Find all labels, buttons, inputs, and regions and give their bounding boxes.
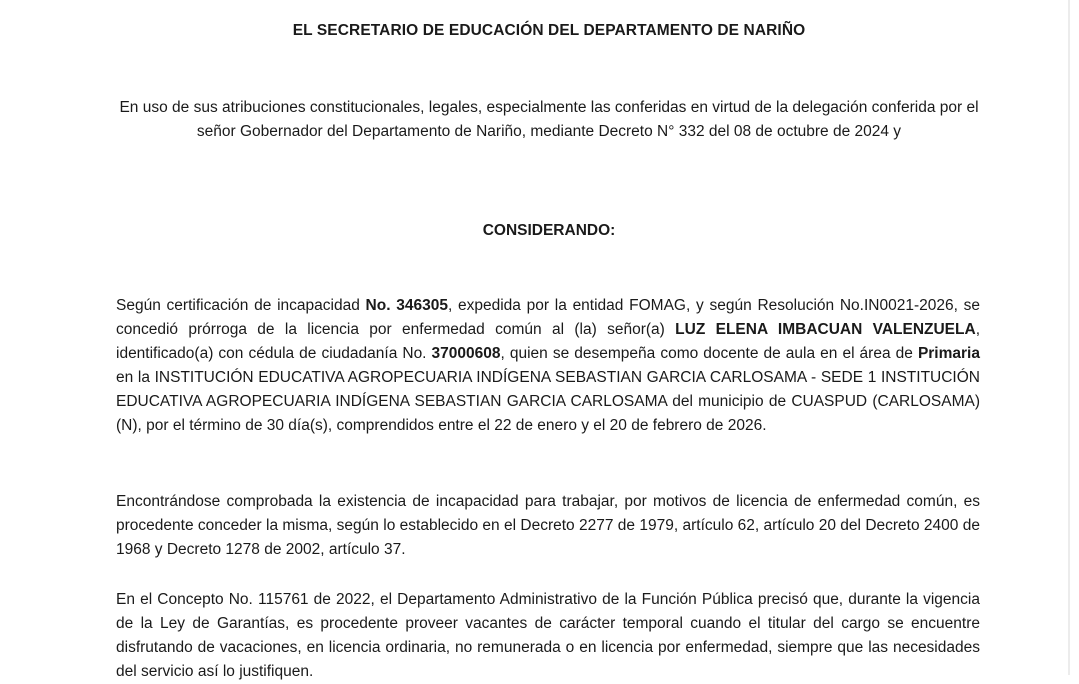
document-title: EL SECRETARIO DE EDUCACIÓN DEL DEPARTAMENTO DE NARIÑO <box>292 22 806 39</box>
p1-text-5: en la INSTITUCIÓN EDUCATIVA AGROPECUARIA INDÍGENA SEBASTIAN GARCIA CARLOSAMA - SEDE 1 INSTITUCIÓN EDUCATIVA AGROPECUARIA INDÍGENA SEBASTIAN GARCIA CARLOSAMA del municipio de CUASPUD (CARLOSAMA) (N), por el término de 30 día(s), comprendidos entre el 22 de enero y el 20 de febrero de 2026. <box>116 369 980 434</box>
paragraph-legal-basis: Encontrándose comprobada la existencia de incapacidad para trabajar, por motivos de licencia de enfermedad común, es procedente conceder la misma, según lo establecido en el Decreto 2277 de 1979, artículo 62, artículo 20 del Decreto 2400 de 1968 y Decreto 1278 de 2002, artículo 37. <box>116 493 980 558</box>
paragraph-concept: En el Concepto No. 115761 de 2022, el Departamento Administrativo de la Función Pública precisó que, durante la vigencia de la Ley de Garantías, es procedente proveer vacantes de carácter temporal cuando el titular del cargo se encuentre disfrutando de vacaciones, en licencia ordinaria, no remunerada o en licencia por enfermedad, siempre que las necesidades del servicio así lo justifiquen. <box>116 591 980 680</box>
scan-artifact <box>1068 0 1070 675</box>
intro-paragraph: En uso de sus atribuciones constitucionales, legales, especialmente las conferidas en virtud de la delegación conferida por el señor Gobernador del Departamento de Nariño, mediante Decreto N° 332 del 08 de octubre de 2024 y <box>119 99 979 140</box>
considerando-heading: CONSIDERANDO: <box>482 222 616 239</box>
p1-text-1: Según certificación de incapacidad <box>116 297 366 314</box>
p1-text-3: , identificado(a) con cédula de ciudadanía No. <box>116 321 980 362</box>
employee-name: LUZ ELENA IMBACUAN VALENZUELA <box>675 321 976 338</box>
id-number: 37000608 <box>431 345 501 362</box>
certificate-number: No. 346305 <box>365 297 448 314</box>
p1-text-2: , expedida por la entidad FOMAG, y según Resolución No.IN0021-2026, se concedió prórroga de la licencia por enfermedad común al (la) señor(a) <box>116 297 981 338</box>
area-name: Primaria <box>917 345 980 362</box>
p1-text-4: , quien se desempeña como docente de aula en el área de <box>500 345 918 362</box>
paragraph-certification <box>116 294 980 438</box>
